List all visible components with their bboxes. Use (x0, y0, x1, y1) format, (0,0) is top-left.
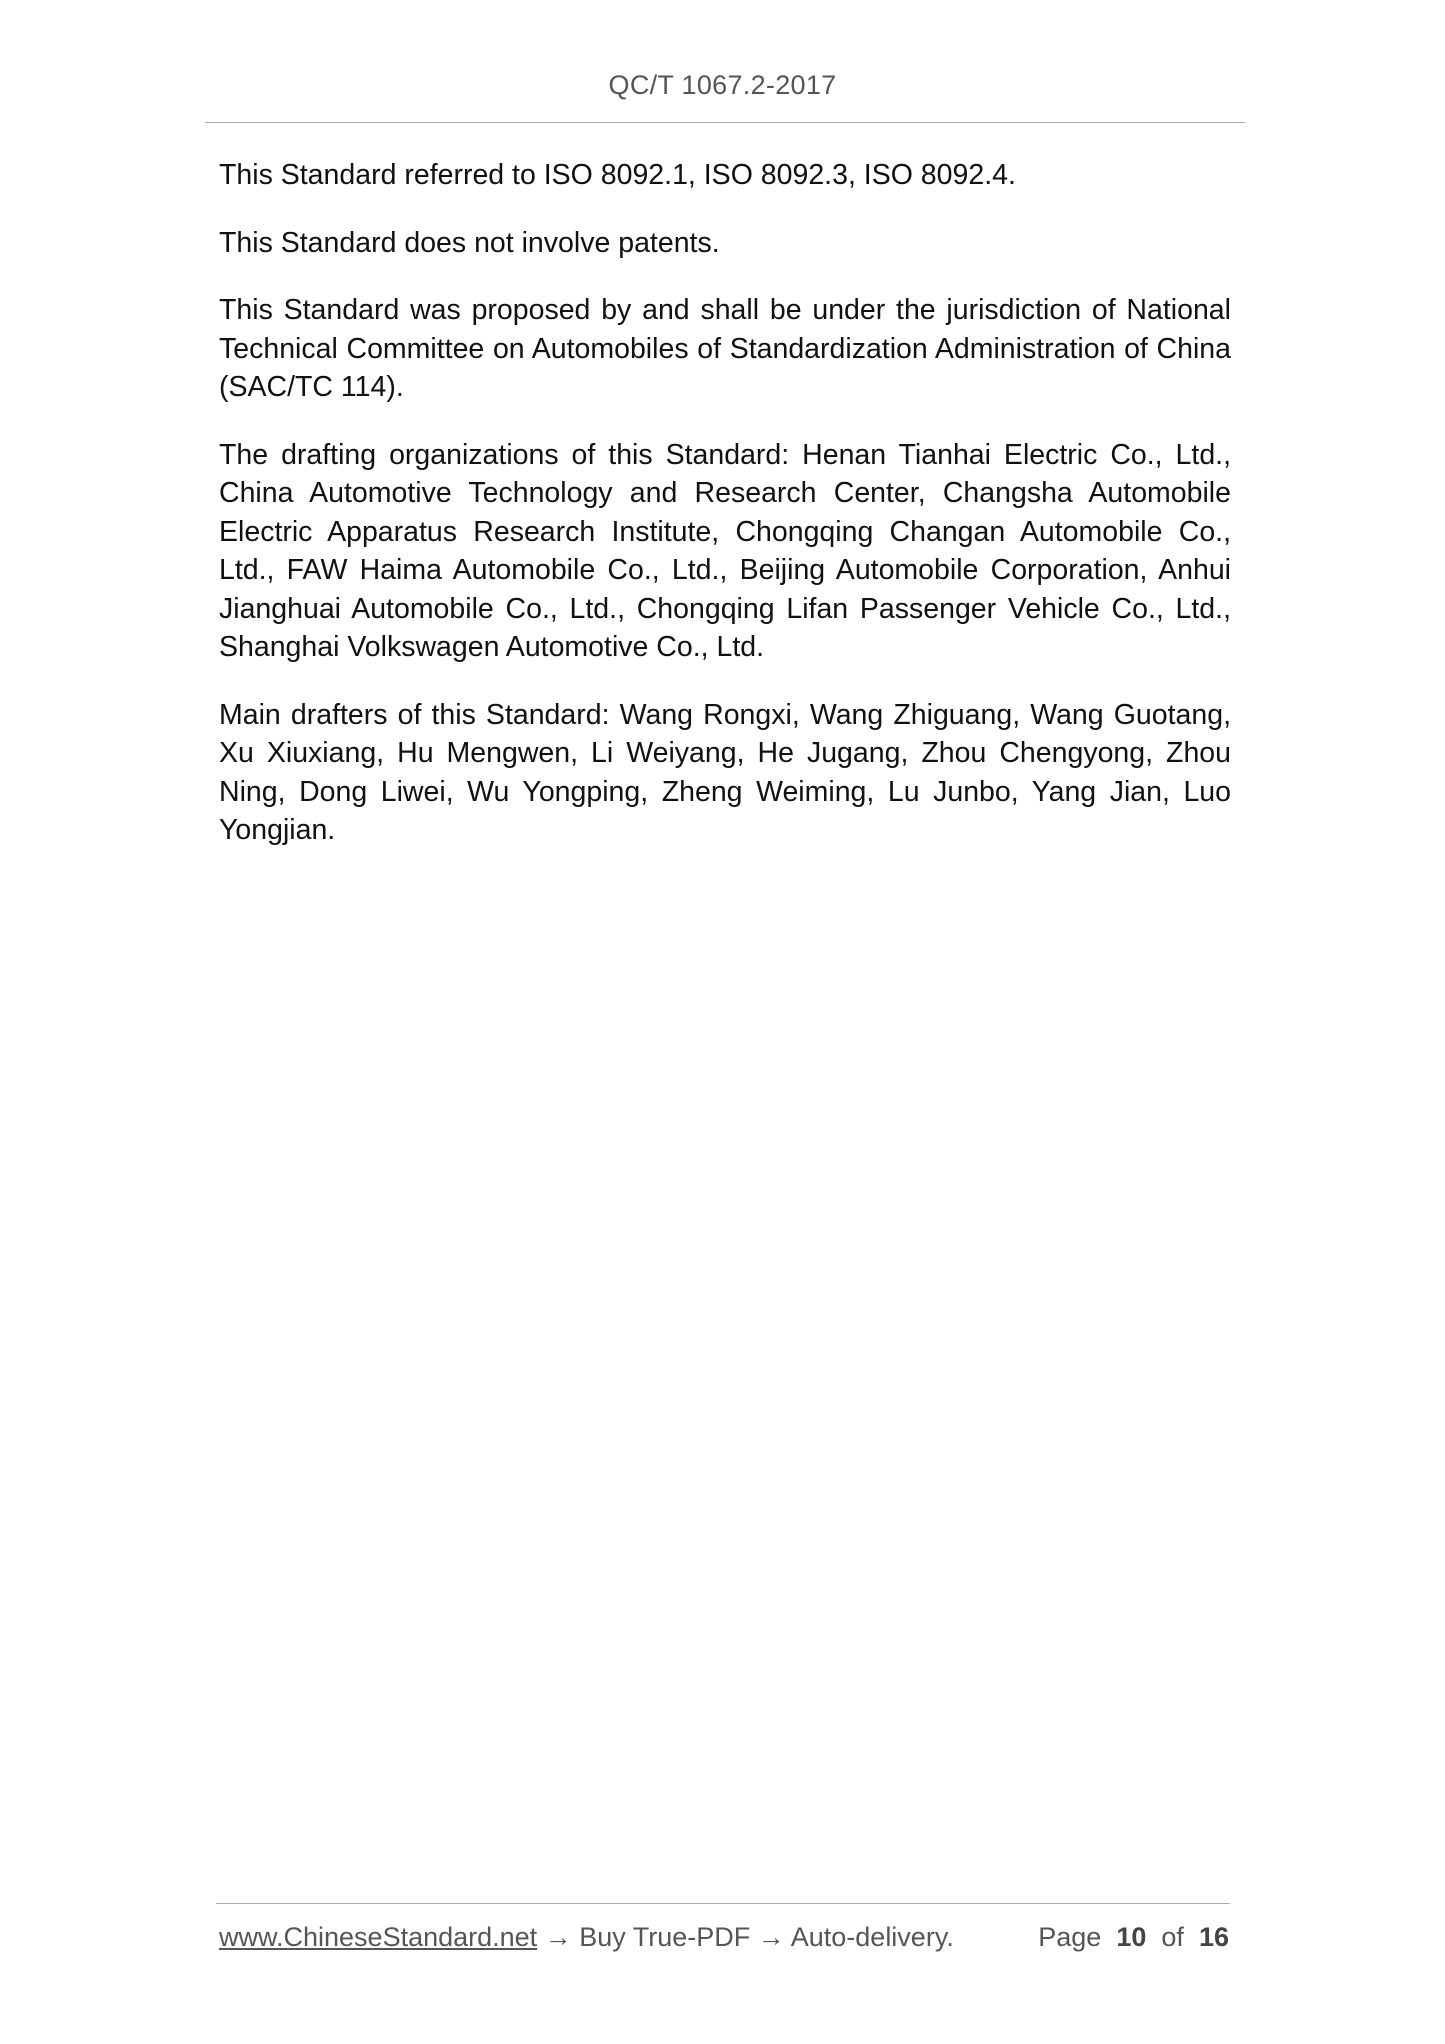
page-of-label: of (1161, 1922, 1184, 1952)
page-footer (219, 1922, 1229, 1953)
document-code-header: QC/T 1067.2-2017 (608, 70, 837, 100)
footer-promo-text: → Buy True-PDF → Auto-delivery. (537, 1922, 954, 1952)
paragraph-main-drafters: Main drafters of this Standard: Wang Rongxi, Wang Zhiguang, Wang Guotang, Xu Xiuxiang, Hu Mengwen, Li Weiyang, He Jugang, Zhou Chengyong, Zhou Ning, Dong Liwei, Wu Yongping, Zheng Weiming, Lu Junbo, Yang Jian, Luo Yongjian. (219, 698, 1231, 846)
paragraph-jurisdiction: This Standard was proposed by and shall be under the jurisdiction of National Technical Committee on Automobiles of Standardization Administration of China (SAC/TC 114). (219, 294, 1231, 403)
current-page-number: 10 (1116, 1922, 1147, 1952)
paragraph-referenced-standards: This Standard referred to ISO 8092.1, ISO 8092.3, ISO 8092.4. (219, 159, 1016, 191)
page-label: Page (1038, 1922, 1102, 1952)
website-link[interactable]: www.ChineseStandard.net (219, 1922, 538, 1952)
paragraph-patents: This Standard does not involve patents. (219, 226, 720, 259)
header-divider (205, 122, 1245, 123)
page-indicator (1038, 1922, 1229, 1953)
document-body (219, 156, 1231, 879)
total-page-number: 16 (1198, 1922, 1229, 1952)
paragraph-drafting-organizations: The drafting organizations of this Standard: Henan Tianhai Electric Co., Ltd., China Automotive Technology and Research Center, Changsha Automobile Electric Apparatus Research Institute, Chongqing Changan Automobile Co., Ltd., FAW Haima Automobile Co., Ltd., Beijing Automobile Corporation, Anhui Jianghuai Automobile Co., Ltd., Chongqing Lifan Passenger Vehicle Co., Ltd., Shanghai Volkswagen Automotive Co., Ltd. (219, 438, 1231, 663)
footer-divider (216, 1903, 1230, 1904)
